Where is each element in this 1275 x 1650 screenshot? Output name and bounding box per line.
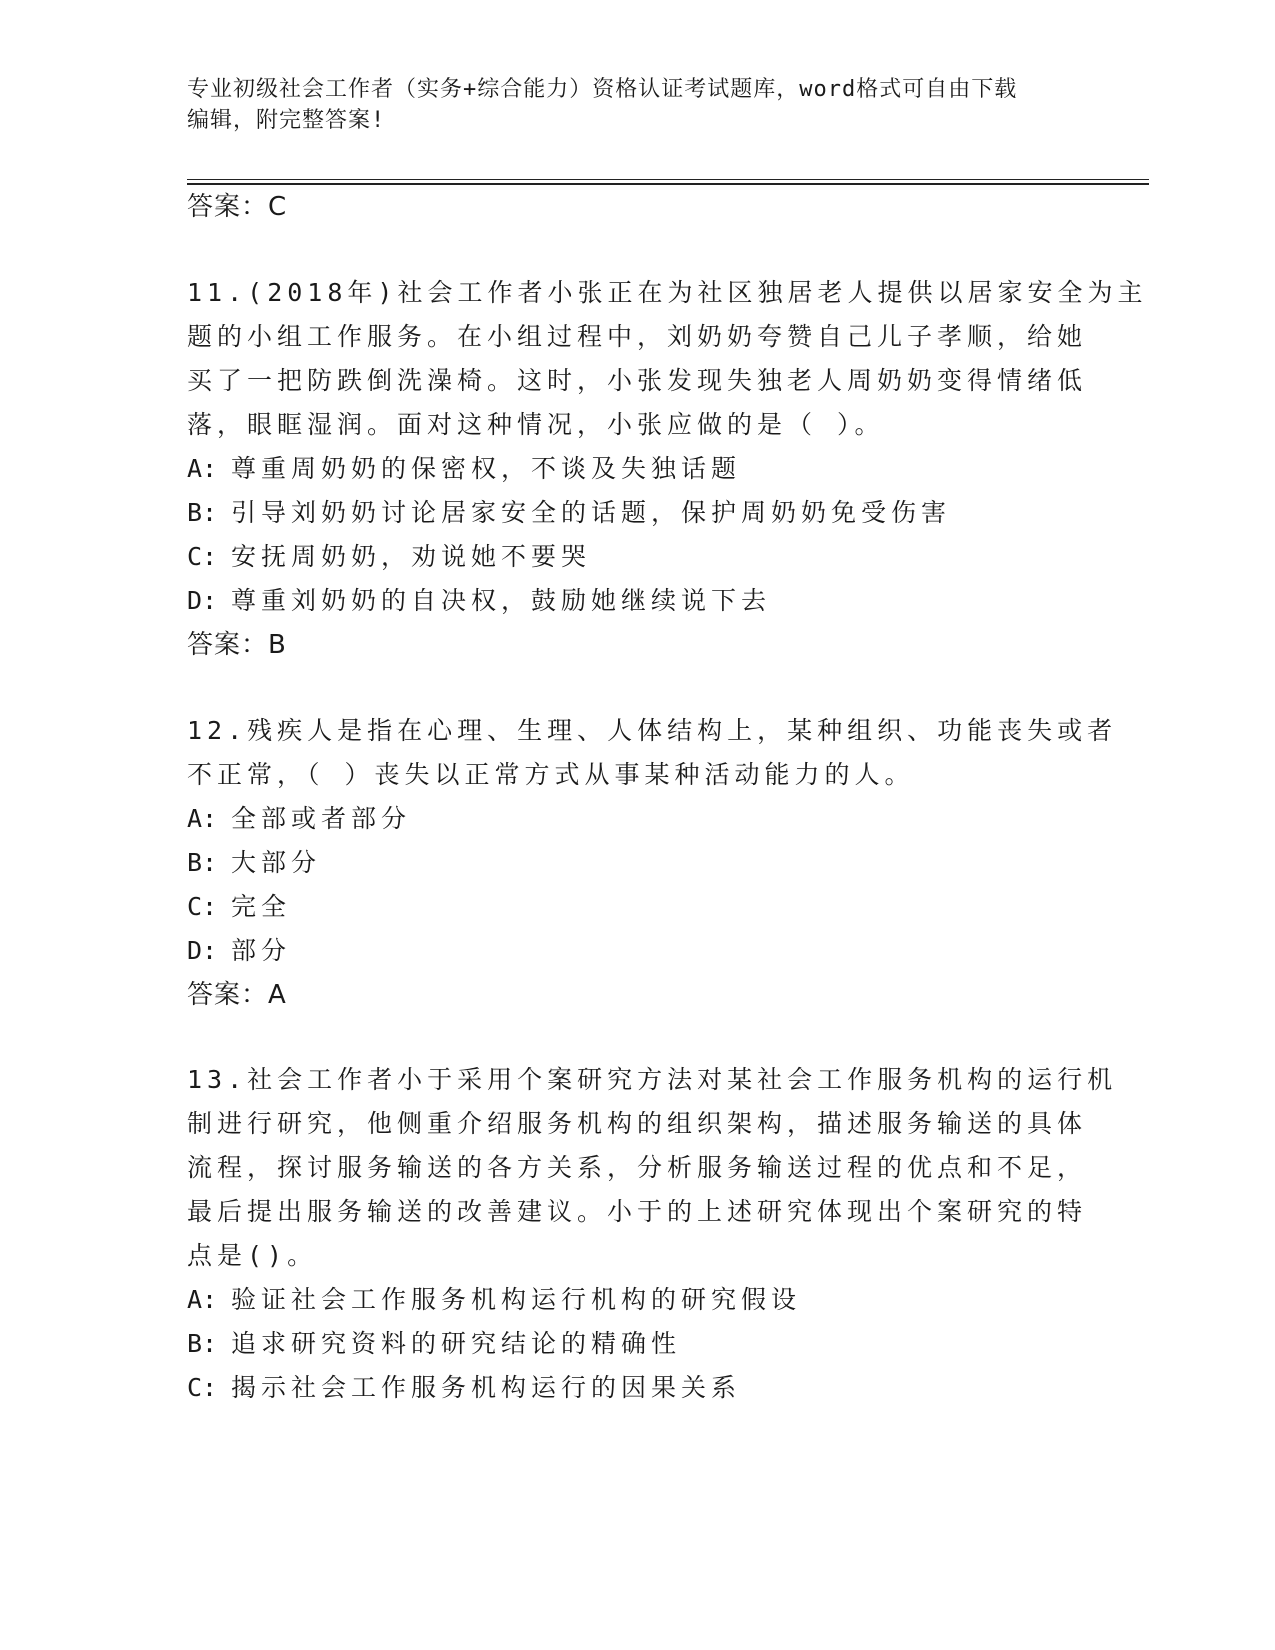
q13-stem-line-1: 13.社会工作者小于采用个案研究方法对某社会工作服务机构的运行机 [187,1065,1118,1094]
q11-answer: 答案：B [187,630,287,660]
option-text: 追求研究资料的研究结论的精确性 [231,1329,682,1358]
q12-option-a [187,799,411,835]
answer-prev: 答案：C [187,192,288,222]
option-text: 引导刘奶奶讨论居家安全的话题，保护周奶奶免受伤害 [231,498,952,527]
q13-stem-line-3: 流程，探讨服务输送的各方关系，分析服务输送过程的优点和不足， [187,1153,1088,1182]
option-text: 全部或者部分 [231,804,412,833]
header-line-2: 编辑，附完整答案! [187,108,386,133]
q11-option-b [187,493,951,529]
q13-stem-line-2: 制进行研究，他侧重介绍服务机构的组织架构，描述服务输送的具体 [187,1109,1088,1138]
q11-stem-line-1: 11.(2018年)社会工作者小张正在为社区独居老人提供以居家安全为主 [187,278,1148,307]
q12-option-c [187,887,291,923]
q12-option-d [187,931,291,967]
q11-stem-line-2: 题的小组工作服务。在小组过程中，刘奶奶夸赞自己儿子孝顺，给她 [187,322,1088,351]
q11-option-c [187,537,591,573]
q13-option-a [187,1280,801,1316]
option-letter: B: [187,498,218,527]
option-letter: C: [187,1373,218,1402]
q13-stem-line-4: 最后提出服务输送的改善建议。小于的上述研究体现出个案研究的特 [187,1197,1088,1226]
q11-option-d [187,581,771,617]
option-letter: D: [187,936,218,965]
q11-option-a [187,449,741,485]
option-text: 大部分 [231,848,322,877]
q12-option-b [187,843,321,879]
header-rule-thin [187,179,1149,180]
option-text: 尊重刘奶奶的自决权，鼓励她继续说下去 [231,586,772,615]
option-text: 部分 [231,936,292,965]
option-text: 完全 [231,892,292,921]
option-text: 安抚周奶奶，劝说她不要哭 [231,542,592,571]
option-letter: C: [187,542,218,571]
q13-stem-line-5: 点是()。 [187,1241,318,1270]
header-rule-thick [187,183,1149,185]
q11-stem-line-3: 买了一把防跌倒洗澡椅。这时，小张发现失独老人周奶奶变得情绪低 [187,366,1088,395]
option-letter: D: [187,586,218,615]
header-line-1: 专业初级社会工作者（实务+综合能力）资格认证考试题库，word格式可自由下载 [187,77,1018,102]
option-letter: C: [187,892,218,921]
q13-option-b [187,1324,681,1360]
q12-stem-line-1: 12.残疾人是指在心理、生理、人体结构上，某种组织、功能丧失或者 [187,716,1118,745]
option-letter: A: [187,1285,218,1314]
option-letter: B: [187,848,218,877]
page-header [187,74,1087,136]
option-letter: A: [187,454,218,483]
q12-stem-line-2: 不正常，（ ）丧失以正常方式从事某种活动能力的人。 [187,760,915,789]
option-letter: A: [187,804,218,833]
q11-stem-line-4: 落，眼眶湿润。面对这种情况，小张应做的是（ ）。 [187,410,885,439]
option-text: 尊重周奶奶的保密权，不谈及失独话题 [231,454,742,483]
q13-option-c [187,1368,741,1404]
option-letter: B: [187,1329,218,1358]
option-text: 揭示社会工作服务机构运行的因果关系 [231,1373,742,1402]
option-text: 验证社会工作服务机构运行机构的研究假设 [231,1285,802,1314]
q12-answer: 答案：A [187,980,287,1010]
